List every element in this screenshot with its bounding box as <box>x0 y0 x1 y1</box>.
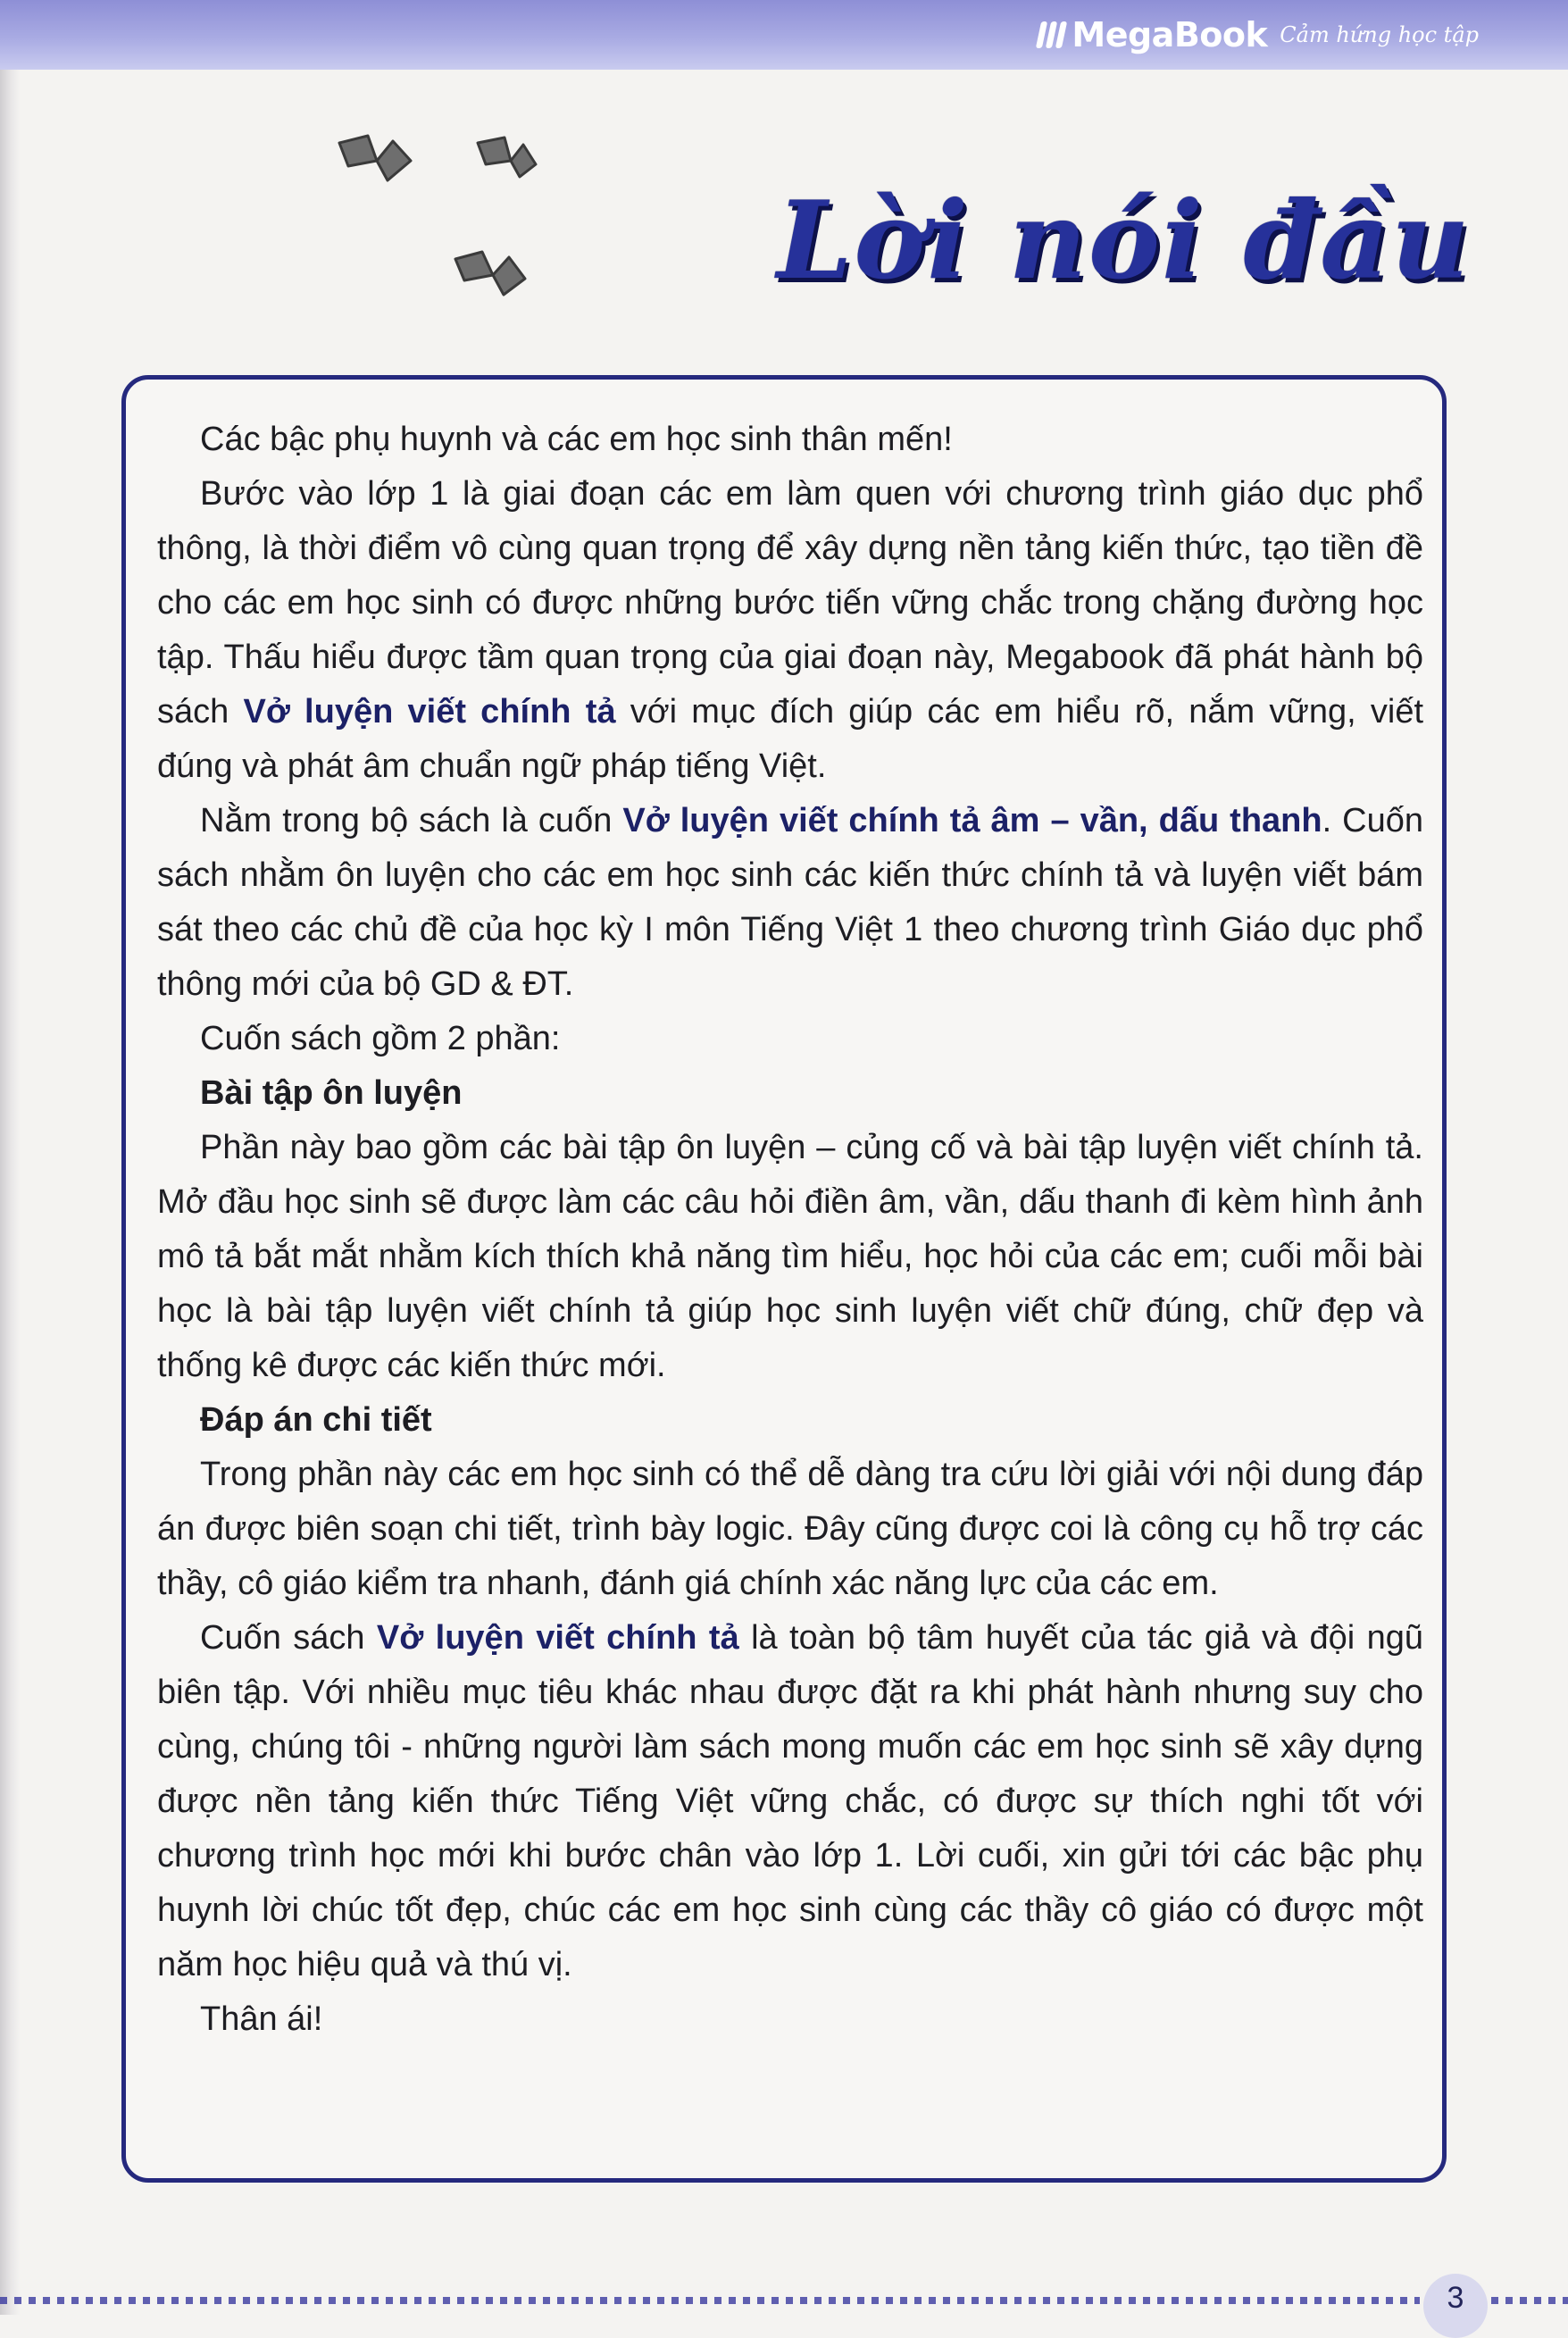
brand-name: MegaBook <box>1072 15 1268 54</box>
section-heading-exercises: Bài tập ôn luyện <box>200 1074 463 1112</box>
preface-body <box>157 413 1423 2047</box>
book-subtitle-highlight: Vở luyện viết chính tả âm – vần, dấu thanh <box>622 802 1322 839</box>
footer-dashed-line-right <box>1491 2297 1568 2304</box>
page-title: Lời nói đầu <box>777 178 1472 304</box>
paragraph-2-end: . Cuốn sách nhằm ôn luyện cho các em học sinh các kiến thức chính tả và luyện viết bám sát theo các chủ đề của học kỳ I môn Tiếng Việt 1 theo chương trình Giáo dục phổ thông mới của bộ GD & ĐT. <box>157 802 1423 1003</box>
paragraph-1 <box>157 467 1423 794</box>
header-band <box>0 0 1568 70</box>
paragraph-1-end: với mục đích giúp các em hiểu rõ, nắm vững, viết đúng và phát âm chuẩn ngữ pháp tiếng Việt. <box>157 693 1424 785</box>
closing: Thân ái! <box>200 2000 323 2038</box>
paragraph-4: Phần này bao gồm các bài tập ôn luyện – củng cố và bài tập luyện viết chính tả. Mở đầu học sinh sẽ được làm các câu hỏi điền âm, vần, dấu thanh đi kèm hình ảnh mô tả bắt mắt nhằm kích thích khả năng tìm hiểu, học hỏi của các em; cuối mỗi bài học là bài tập luyện viết chính tả giúp học sinh luyện viết chữ đúng, chữ đẹp và thống kê được các kiến thức mới. <box>157 1129 1423 1384</box>
flying-book-icon <box>478 138 536 177</box>
page-edge <box>0 0 20 2315</box>
page-number: 3 <box>1423 2274 1488 2338</box>
flying-book-icon <box>455 252 525 295</box>
paragraph-3: Cuốn sách gồm 2 phần: <box>200 1020 561 1057</box>
paragraph-6 <box>157 1611 1423 1992</box>
greeting: Các bậc phụ huynh và các em học sinh thân mến! <box>200 421 953 458</box>
paragraph-6-end: là toàn bộ tâm huyết của tác giả và đội ngũ biên tập. Với nhiều mục tiêu khác nhau được đặt ra khi phát hành nhưng suy cho cùng, chúng tôi - những người làm sách mong muốn các em học sinh sẽ xây dựng được nền tảng kiến thức Tiếng Việt vững chắc, có được sự thích nghi tốt với chương trình học mới khi bước chân vào lớp 1. Lời cuối, xin gửi tới các bậc phụ huynh lời chúc tốt đẹp, chúc các em học sinh cùng các thầy cô giáo có được một năm học hiệu quả và thú vị. <box>157 1619 1424 1983</box>
paragraph-2 <box>157 794 1423 1012</box>
paragraph-5: Trong phần này các em học sinh có thể dễ dàng tra cứu lời giải với nội dung đáp án được biên soạn chi tiết, trình bày logic. Đây cũng được coi là công cụ hỗ trợ các thầy, cô giáo kiểm tra nhanh, đánh giá chính xác năng lực của các em. <box>157 1456 1423 1602</box>
book-title-highlight-2: Vở luyện viết chính tả <box>376 1619 739 1657</box>
brand <box>1038 13 1479 57</box>
paragraph-2-text: Nằm trong bộ sách là cuốn <box>200 802 623 839</box>
paragraph-1-text: Bước vào lớp 1 là giai đoạn các em làm quen với chương trình giáo dục phổ thông, là thời điểm vô cùng quan trọng để xây dựng nền tảng kiến thức, tạo tiền đề cho các em học sinh có được những bước tiến vững chắc trong chặng đường học tập. Thấu hiểu được tầm quan trọng của giai đoạn này, Megabook đã phát hành bộ sách <box>157 475 1423 731</box>
book-title-highlight: Vở luyện viết chính tả <box>243 693 616 731</box>
paragraph-6-text: Cuốn sách <box>200 1619 377 1657</box>
brand-tagline: Cảm hứng học tập <box>1280 22 1479 47</box>
footer-dashed-line <box>0 2297 1420 2304</box>
section-heading-answers: Đáp án chi tiết <box>200 1401 432 1439</box>
brand-logo-icon <box>1038 21 1064 48</box>
flying-book-icon <box>339 136 411 180</box>
flying-books-decoration <box>321 125 571 330</box>
